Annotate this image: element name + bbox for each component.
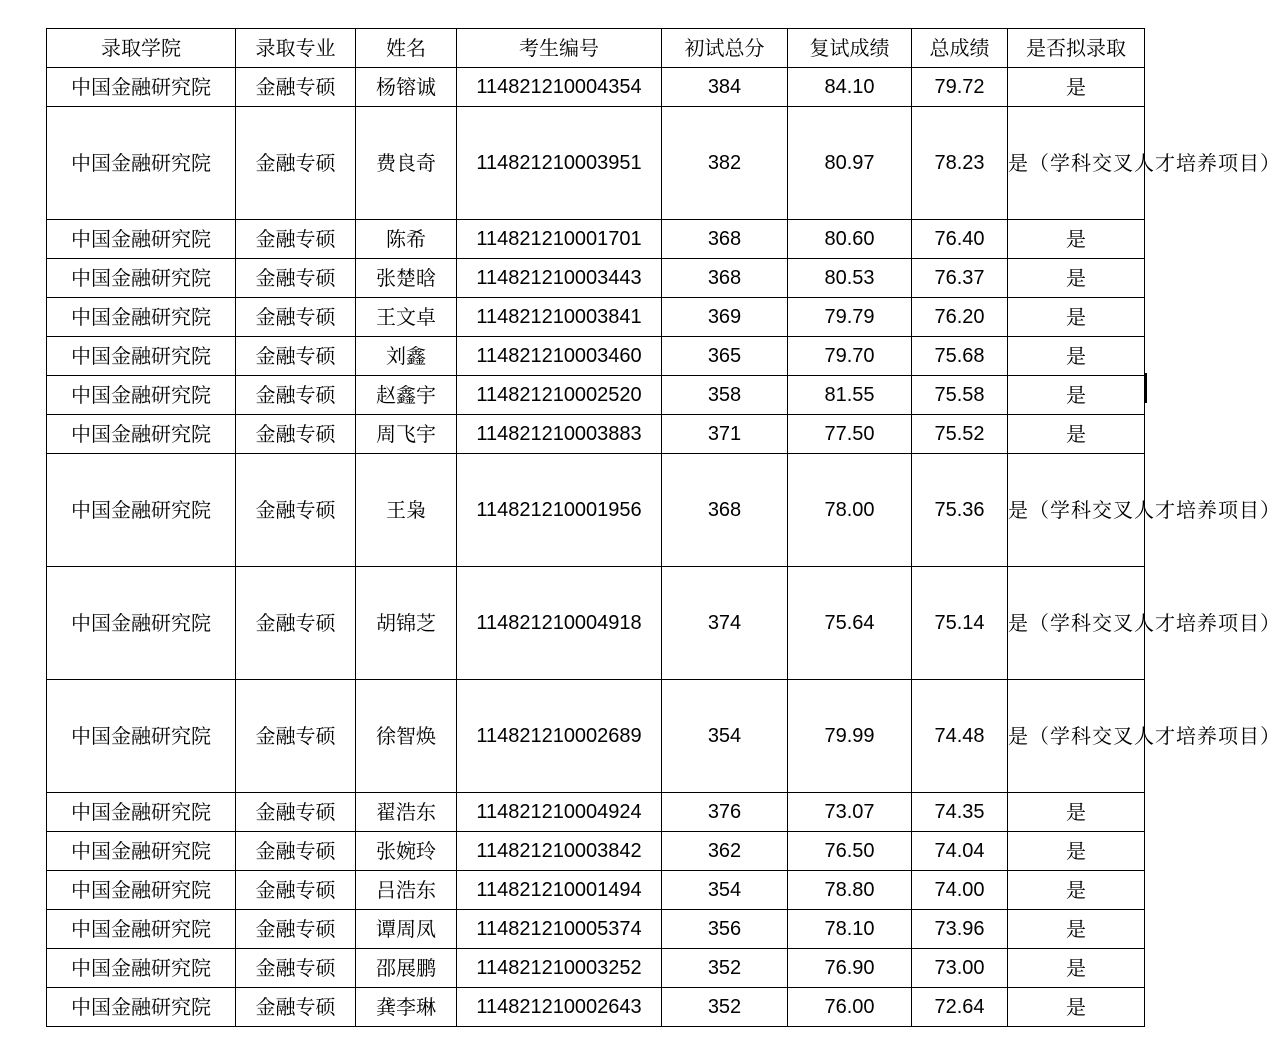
cell-total-score: 76.40 xyxy=(912,220,1008,259)
cell-college: 中国金融研究院 xyxy=(47,871,236,910)
cell-admit: 是 xyxy=(1008,259,1145,298)
cell-total-score: 72.64 xyxy=(912,988,1008,1027)
cell-retest-score: 76.50 xyxy=(788,832,912,871)
cell-prelim-score: 368 xyxy=(662,259,788,298)
cell-name: 王枭 xyxy=(356,454,457,567)
cell-prelim-score: 354 xyxy=(662,680,788,793)
table-row xyxy=(47,567,1145,680)
cell-admit: 是 xyxy=(1008,871,1145,910)
table-row xyxy=(47,337,1145,376)
cell-major: 金融专硕 xyxy=(236,454,356,567)
cell-name: 徐智焕 xyxy=(356,680,457,793)
admission-table xyxy=(46,28,1281,1027)
cell-retest-score: 79.99 xyxy=(788,680,912,793)
table-row xyxy=(47,220,1145,259)
cell-candidate-id: 114821210003951 xyxy=(457,107,662,220)
cell-retest-score: 80.53 xyxy=(788,259,912,298)
cell-total-score: 76.20 xyxy=(912,298,1008,337)
cell-candidate-id: 114821210003460 xyxy=(457,337,662,376)
cell-name: 吕浩东 xyxy=(356,871,457,910)
cell-college: 中国金融研究院 xyxy=(47,107,236,220)
cell-name: 杨镕诚 xyxy=(356,68,457,107)
header-retest-score: 复试成绩 xyxy=(788,29,912,68)
cell-major: 金融专硕 xyxy=(236,220,356,259)
cell-college: 中国金融研究院 xyxy=(47,337,236,376)
cell-candidate-id: 114821210003841 xyxy=(457,298,662,337)
cell-prelim-score: 371 xyxy=(662,415,788,454)
cell-major: 金融专硕 xyxy=(236,567,356,680)
cell-prelim-score: 376 xyxy=(662,793,788,832)
cell-major: 金融专硕 xyxy=(236,910,356,949)
cell-candidate-id: 114821210002520 xyxy=(457,376,662,415)
cell-retest-score: 80.97 xyxy=(788,107,912,220)
cell-admit: 是 xyxy=(1008,415,1145,454)
cell-major: 金融专硕 xyxy=(236,107,356,220)
cell-retest-score: 75.64 xyxy=(788,567,912,680)
cell-name: 陈希 xyxy=(356,220,457,259)
cell-prelim-score: 352 xyxy=(662,988,788,1027)
cell-admit: 是 xyxy=(1008,949,1145,988)
cell-prelim-score: 358 xyxy=(662,376,788,415)
cell-candidate-id: 114821210003883 xyxy=(457,415,662,454)
cell-name: 刘鑫 xyxy=(356,337,457,376)
cell-college: 中国金融研究院 xyxy=(47,567,236,680)
cell-candidate-id: 114821210002643 xyxy=(457,988,662,1027)
cell-total-score: 74.35 xyxy=(912,793,1008,832)
header-candidate-id: 考生编号 xyxy=(457,29,662,68)
header-prelim-score: 初试总分 xyxy=(662,29,788,68)
cell-candidate-id: 114821210003252 xyxy=(457,949,662,988)
cell-prelim-score: 352 xyxy=(662,949,788,988)
cell-prelim-score: 368 xyxy=(662,220,788,259)
cell-total-score: 75.14 xyxy=(912,567,1008,680)
table-row xyxy=(47,988,1145,1027)
table-row xyxy=(47,259,1145,298)
cell-prelim-score: 356 xyxy=(662,910,788,949)
cell-major: 金融专硕 xyxy=(236,871,356,910)
cell-major: 金融专硕 xyxy=(236,376,356,415)
cell-candidate-id: 114821210004354 xyxy=(457,68,662,107)
cell-name: 周飞宇 xyxy=(356,415,457,454)
cell-college: 中国金融研究院 xyxy=(47,949,236,988)
cell-major: 金融专硕 xyxy=(236,298,356,337)
header-major: 录取专业 xyxy=(236,29,356,68)
cell-retest-score: 78.00 xyxy=(788,454,912,567)
cell-retest-score: 79.70 xyxy=(788,337,912,376)
cell-admit: 是（学科交叉人才培养项目） xyxy=(1008,567,1145,680)
cell-total-score: 75.52 xyxy=(912,415,1008,454)
cell-major: 金融专硕 xyxy=(236,793,356,832)
cell-admit: 是 xyxy=(1008,793,1145,832)
cell-candidate-id: 114821210003443 xyxy=(457,259,662,298)
cell-major: 金融专硕 xyxy=(236,832,356,871)
cell-candidate-id: 114821210002689 xyxy=(457,680,662,793)
cell-retest-score: 78.80 xyxy=(788,871,912,910)
cell-college: 中国金融研究院 xyxy=(47,988,236,1027)
cell-total-score: 75.68 xyxy=(912,337,1008,376)
cell-admit: 是 xyxy=(1008,910,1145,949)
header-college: 录取学院 xyxy=(47,29,236,68)
cell-college: 中国金融研究院 xyxy=(47,680,236,793)
cell-candidate-id: 114821210001494 xyxy=(457,871,662,910)
cell-admit: 是（学科交叉人才培养项目） xyxy=(1008,107,1145,220)
cell-total-score: 74.00 xyxy=(912,871,1008,910)
header-name: 姓名 xyxy=(356,29,457,68)
cell-college: 中国金融研究院 xyxy=(47,415,236,454)
cell-major: 金融专硕 xyxy=(236,259,356,298)
header-admit: 是否拟录取 xyxy=(1008,29,1145,68)
table-row xyxy=(47,910,1145,949)
cell-candidate-id: 114821210001956 xyxy=(457,454,662,567)
table-row xyxy=(47,415,1145,454)
table-row xyxy=(47,832,1145,871)
cell-name: 张楚晗 xyxy=(356,259,457,298)
cell-candidate-id: 114821210004924 xyxy=(457,793,662,832)
cell-retest-score: 77.50 xyxy=(788,415,912,454)
cell-name: 张婉玲 xyxy=(356,832,457,871)
cell-total-score: 79.72 xyxy=(912,68,1008,107)
cell-admit: 是（学科交叉人才培养项目） xyxy=(1008,680,1145,793)
cell-name: 费良奇 xyxy=(356,107,457,220)
cell-candidate-id: 114821210001701 xyxy=(457,220,662,259)
cell-retest-score: 73.07 xyxy=(788,793,912,832)
cell-prelim-score: 369 xyxy=(662,298,788,337)
cell-retest-score: 79.79 xyxy=(788,298,912,337)
cell-candidate-id: 114821210004918 xyxy=(457,567,662,680)
cell-college: 中国金融研究院 xyxy=(47,259,236,298)
cell-retest-score: 84.10 xyxy=(788,68,912,107)
cell-name: 谭周凤 xyxy=(356,910,457,949)
cell-admit: 是 xyxy=(1008,988,1145,1027)
cell-candidate-id: 114821210005374 xyxy=(457,910,662,949)
table-row xyxy=(47,949,1145,988)
cell-name: 邵展鹏 xyxy=(356,949,457,988)
header-total-score: 总成绩 xyxy=(912,29,1008,68)
table-row xyxy=(47,871,1145,910)
cell-prelim-score: 374 xyxy=(662,567,788,680)
table-row xyxy=(47,680,1145,793)
table-row xyxy=(47,107,1145,220)
cell-college: 中国金融研究院 xyxy=(47,298,236,337)
cell-retest-score: 76.90 xyxy=(788,949,912,988)
cell-college: 中国金融研究院 xyxy=(47,832,236,871)
cell-college: 中国金融研究院 xyxy=(47,454,236,567)
cell-admit: 是 xyxy=(1008,68,1145,107)
cell-total-score: 78.23 xyxy=(912,107,1008,220)
table-row xyxy=(47,376,1145,415)
header-row xyxy=(47,29,1145,68)
cell-name: 王文卓 xyxy=(356,298,457,337)
cell-retest-score: 78.10 xyxy=(788,910,912,949)
cell-total-score: 74.04 xyxy=(912,832,1008,871)
cell-prelim-score: 362 xyxy=(662,832,788,871)
cell-admit: 是 xyxy=(1008,376,1145,415)
cell-major: 金融专硕 xyxy=(236,988,356,1027)
table-row xyxy=(47,68,1145,107)
cell-prelim-score: 365 xyxy=(662,337,788,376)
table-row xyxy=(47,298,1145,337)
cell-name: 龚李琳 xyxy=(356,988,457,1027)
cell-retest-score: 81.55 xyxy=(788,376,912,415)
cell-admit: 是 xyxy=(1008,298,1145,337)
table-row xyxy=(47,454,1145,567)
cell-college: 中国金融研究院 xyxy=(47,376,236,415)
edge-mark xyxy=(1145,373,1147,403)
cell-admit: 是 xyxy=(1008,220,1145,259)
cell-candidate-id: 114821210003842 xyxy=(457,832,662,871)
cell-major: 金融专硕 xyxy=(236,949,356,988)
cell-retest-score: 76.00 xyxy=(788,988,912,1027)
cell-total-score: 75.58 xyxy=(912,376,1008,415)
cell-prelim-score: 368 xyxy=(662,454,788,567)
cell-college: 中国金融研究院 xyxy=(47,68,236,107)
cell-admit: 是（学科交叉人才培养项目） xyxy=(1008,454,1145,567)
cell-total-score: 75.36 xyxy=(912,454,1008,567)
cell-retest-score: 80.60 xyxy=(788,220,912,259)
cell-total-score: 76.37 xyxy=(912,259,1008,298)
cell-name: 胡锦芝 xyxy=(356,567,457,680)
cell-prelim-score: 354 xyxy=(662,871,788,910)
cell-total-score: 73.96 xyxy=(912,910,1008,949)
cell-college: 中国金融研究院 xyxy=(47,220,236,259)
cell-admit: 是 xyxy=(1008,337,1145,376)
cell-prelim-score: 382 xyxy=(662,107,788,220)
cell-major: 金融专硕 xyxy=(236,337,356,376)
cell-prelim-score: 384 xyxy=(662,68,788,107)
cell-name: 翟浩东 xyxy=(356,793,457,832)
cell-admit: 是 xyxy=(1008,832,1145,871)
cell-total-score: 74.48 xyxy=(912,680,1008,793)
cell-major: 金融专硕 xyxy=(236,415,356,454)
table-row xyxy=(47,793,1145,832)
cell-total-score: 73.00 xyxy=(912,949,1008,988)
cell-college: 中国金融研究院 xyxy=(47,793,236,832)
cell-major: 金融专硕 xyxy=(236,680,356,793)
cell-college: 中国金融研究院 xyxy=(47,910,236,949)
cell-name: 赵鑫宇 xyxy=(356,376,457,415)
cell-major: 金融专硕 xyxy=(236,68,356,107)
